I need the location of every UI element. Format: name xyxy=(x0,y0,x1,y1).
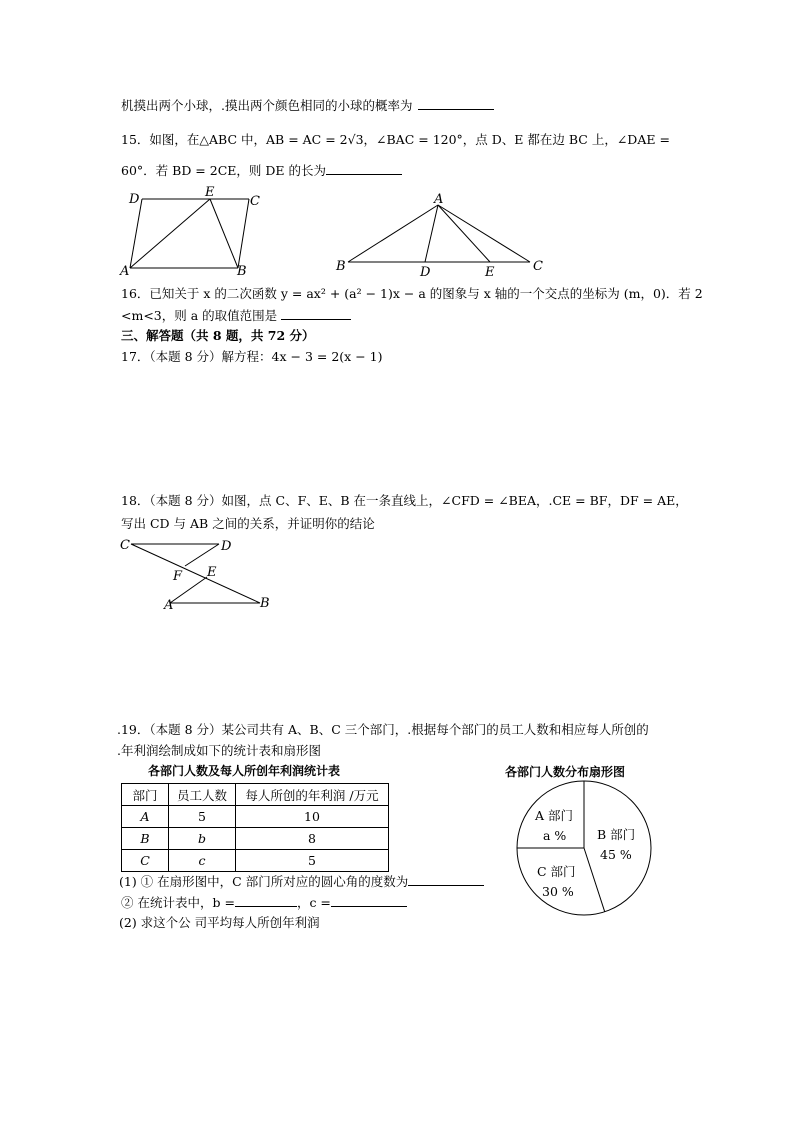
fig15-left-label-A: A xyxy=(120,264,130,278)
q16-line2 xyxy=(121,307,351,324)
fig15-right-label-A: A xyxy=(434,192,444,207)
fig15-right-label-D: D xyxy=(420,265,431,280)
pie-label-a-name: A 部门 xyxy=(535,808,574,823)
q19-sub1a-text: (1) ① 在扇形图中，C 部门所对应的圆心角的度数为 xyxy=(119,874,409,889)
pie-chart xyxy=(505,776,665,921)
q15-line1: 15．如图，在△ABC 中，AB = AC = 2√3，∠BAC = 120°，点 D、E 都在边 BC 上，∠DAE = xyxy=(121,132,670,147)
table-header-cell: 部门 xyxy=(122,784,169,806)
q16-line2-text: <m<3，则 a 的取值范围是 xyxy=(121,308,278,323)
table-cell: C xyxy=(122,850,169,872)
q17-text: 17．（本题 8 分）解方程：4x − 3 = 2(x − 1) xyxy=(121,349,383,364)
pie-label-c xyxy=(537,864,580,899)
table-title: 各部门人数及每人所创年利润统计表 xyxy=(148,764,341,778)
q16-line1: 16．已知关于 x 的二次函数 y = ax² + (a² − 1)x − a 的图象与 x 轴的一个交点的坐标为 (m，0)．若 2 xyxy=(121,286,703,301)
q18-line1: 18．（本题 8 分）如图，点 C、F、E、B 在一条直线上，∠CFD = ∠BEA，.CE = BF，DF = AE， xyxy=(121,493,688,508)
pie-label-b-name: B 部门 xyxy=(597,827,636,842)
table-cell: B xyxy=(122,828,169,850)
table-cell: 8 xyxy=(236,828,389,850)
fig18-diagram xyxy=(115,533,280,613)
q19-sub1b-text-b: ② 在统计表中，b = xyxy=(121,895,235,910)
fig15-left-label-D: D xyxy=(129,192,140,207)
q15-answer-blank[interactable] xyxy=(326,162,402,175)
table-cell: A xyxy=(122,806,169,828)
table-row xyxy=(122,828,389,850)
q19-line1: .19．（本题 8 分）某公司共有 A、B、C 三个部门，.根据每个部门的员工人数和相应每人所创的 xyxy=(117,722,649,737)
fig15-right-diagram xyxy=(330,188,550,280)
table-header-cell: 员工人数 xyxy=(169,784,236,806)
q14-answer-blank[interactable] xyxy=(418,97,494,110)
pie-label-b xyxy=(597,827,639,862)
fig15-right-label-E: E xyxy=(485,265,495,280)
q14-tail xyxy=(121,97,494,114)
table-row xyxy=(122,806,389,828)
pie-title: 各部门人数分布扇形图 xyxy=(505,765,626,779)
q19-b-blank[interactable] xyxy=(235,894,297,907)
q19-c-blank[interactable] xyxy=(331,894,407,907)
fig18-label-E: E xyxy=(207,565,217,580)
table-cell: 5 xyxy=(236,850,389,872)
pie-label-a xyxy=(534,808,577,843)
pie-label-a-value: a % xyxy=(543,828,567,843)
fig18-label-B: B xyxy=(260,596,270,611)
q14-text: 机摸出两个小球，.摸出两个颜色相同的小球的概率为 xyxy=(121,98,413,113)
table-header-row xyxy=(122,784,389,806)
q19-sub1b xyxy=(121,894,407,911)
fig15-right-label-C: C xyxy=(533,259,543,274)
table-cell: b xyxy=(169,828,236,850)
q19-sub2: (2) 求这个公 司平均每人所创年利润 xyxy=(119,915,320,930)
fig15-left-label-B: B xyxy=(237,264,247,278)
stat-table xyxy=(121,783,389,872)
q15-line2-text: 60°．若 BD = 2CE，则 DE 的长为 xyxy=(121,163,326,178)
q16-answer-blank[interactable] xyxy=(281,307,351,320)
fig18-label-D: D xyxy=(221,539,232,554)
table-row xyxy=(122,850,389,872)
q19-sub1b-text-c: ，c = xyxy=(296,895,331,910)
table-header-cell: 每人所创的年利润 /万元 xyxy=(236,784,389,806)
pie-label-c-name: C 部门 xyxy=(537,864,576,879)
fig18-label-C: C xyxy=(120,538,130,553)
q18-line2: 写出 CD 与 AB 之间的关系，并证明你的结论 xyxy=(121,516,375,531)
table-cell: c xyxy=(169,850,236,872)
fig15-left-diagram xyxy=(115,183,275,278)
fig15-left-label-C: C xyxy=(250,194,260,209)
q19-sub1a xyxy=(119,873,484,890)
table-cell: 10 xyxy=(236,806,389,828)
pie-label-b-value: 45 % xyxy=(600,847,632,862)
fig18-label-A: A xyxy=(164,598,174,613)
fig15-left-label-E: E xyxy=(205,185,215,200)
fig15-right-label-B: B xyxy=(336,259,346,274)
q19-line2: .年利润绘制成如下的统计表和扇形图 xyxy=(117,743,321,758)
q15-line2 xyxy=(121,162,402,179)
table-cell: 5 xyxy=(169,806,236,828)
q19-sub1a-blank[interactable] xyxy=(408,873,484,886)
pie-label-c-value: 30 % xyxy=(542,884,574,899)
section3-heading: 三、解答题（共 8 题，共 72 分） xyxy=(121,328,315,343)
fig18-label-F: F xyxy=(173,569,183,584)
